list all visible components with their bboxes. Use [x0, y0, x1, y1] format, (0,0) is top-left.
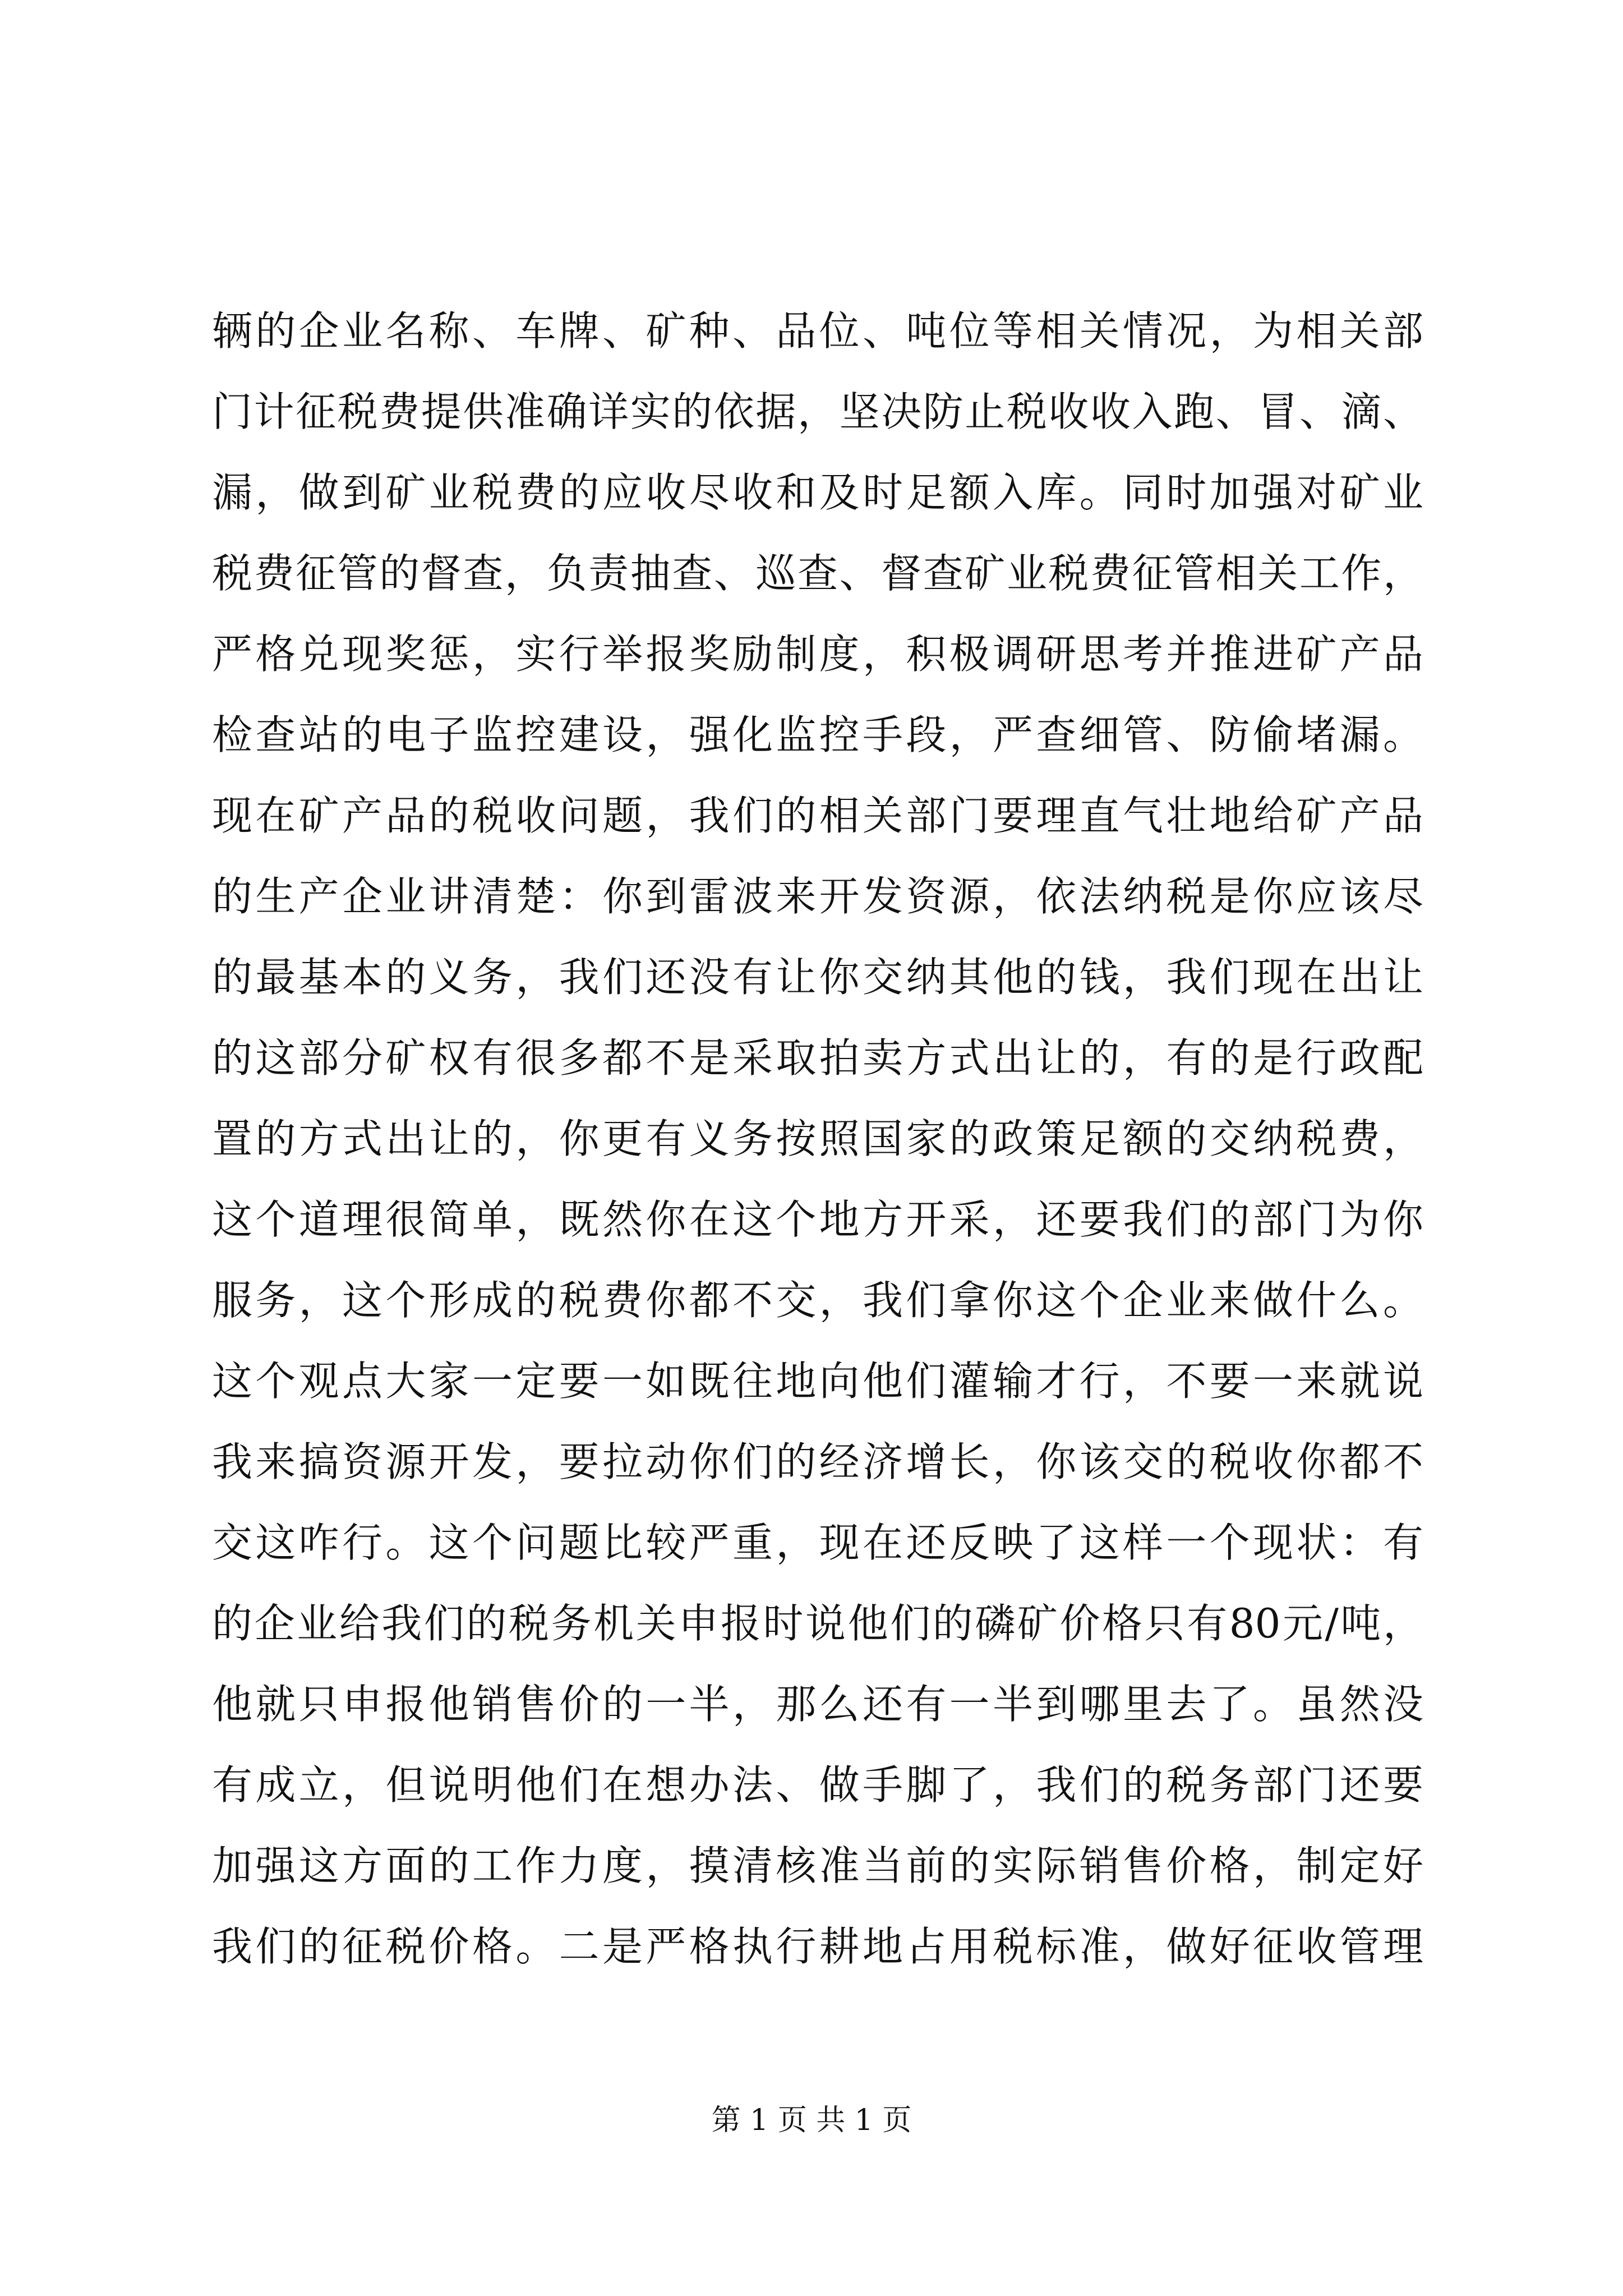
text-line-15: 我来搞资源开发，要拉动你们的经济增长，你该交的税收你都不: [212, 1438, 1423, 1485]
text-line-10: 的这部分矿权有很多都不是采取拍卖方式出让的，有的是行政配: [212, 1034, 1423, 1082]
text-line-9: 的最基本的义务，我们还没有让你交纳其他的钱，我们现在出让: [212, 954, 1423, 1001]
text-line-17: 的企业给我们的税务机关申报时说他们的磷矿价格只有80元/吨，: [212, 1600, 1423, 1647]
text-line-6: 检查站的电子监控建设，强化监控手段，严查细管、防偷堵漏。: [212, 711, 1423, 758]
text-line-7: 现在矿产品的税收问题，我们的相关部门要理直气壮地给矿产品: [212, 792, 1423, 839]
text-line-8: 的生产企业讲清楚：你到雷波来开发资源，依法纳税是你应该尽: [212, 873, 1423, 920]
page-footer: [0, 2101, 1623, 2140]
text-line-5: 严格兑现奖惩，实行举报奖励制度，积极调研思考并推进矿产品: [212, 631, 1423, 678]
text-line-4: 税费征管的督查，负责抽查、巡查、督查矿业税费征管相关工作，: [212, 550, 1423, 597]
text-line-18: 他就只申报他销售价的一半，那么还有一半到哪里去了。虽然没: [212, 1681, 1423, 1728]
text-line-21: 我们的征税价格。二是严格执行耕地占用税标准，做好征收管理: [212, 1923, 1423, 1970]
text-line-2: 门计征税费提供准确详实的依据，坚决防止税收收入跑、冒、滴、: [212, 388, 1423, 435]
text-line-14: 这个观点大家一定要一如既往地向他们灌输才行，不要一来就说: [212, 1358, 1423, 1405]
text-line-20: 加强这方面的工作力度，摸清核准当前的实际销售价格，制定好: [212, 1842, 1423, 1889]
text-line-13: 服务，这个形成的税费你都不交，我们拿你这个企业来做什么。: [212, 1277, 1423, 1324]
text-line-19: 有成立，但说明他们在想办法、做手脚了，我们的税务部门还要: [212, 1761, 1423, 1809]
text-line-12: 这个道理很简单，既然你在这个地方开采，还要我们的部门为你: [212, 1196, 1423, 1243]
text-line-16: 交这咋行。这个问题比较严重，现在还反映了这样一个现状：有: [212, 1519, 1423, 1566]
text-line-3: 漏，做到矿业税费的应收尽收和及时足额入库。同时加强对矿业: [212, 469, 1423, 516]
body-text: [212, 291, 1423, 1987]
text-line-11: 置的方式出让的，你更有义务按照国家的政策足额的交纳税费，: [212, 1115, 1423, 1162]
page-number-label: 第 1 页 共 1 页: [711, 2104, 912, 2137]
text-line-1: 辆的企业名称、车牌、矿种、品位、吨位等相关情况，为相关部: [212, 307, 1423, 355]
